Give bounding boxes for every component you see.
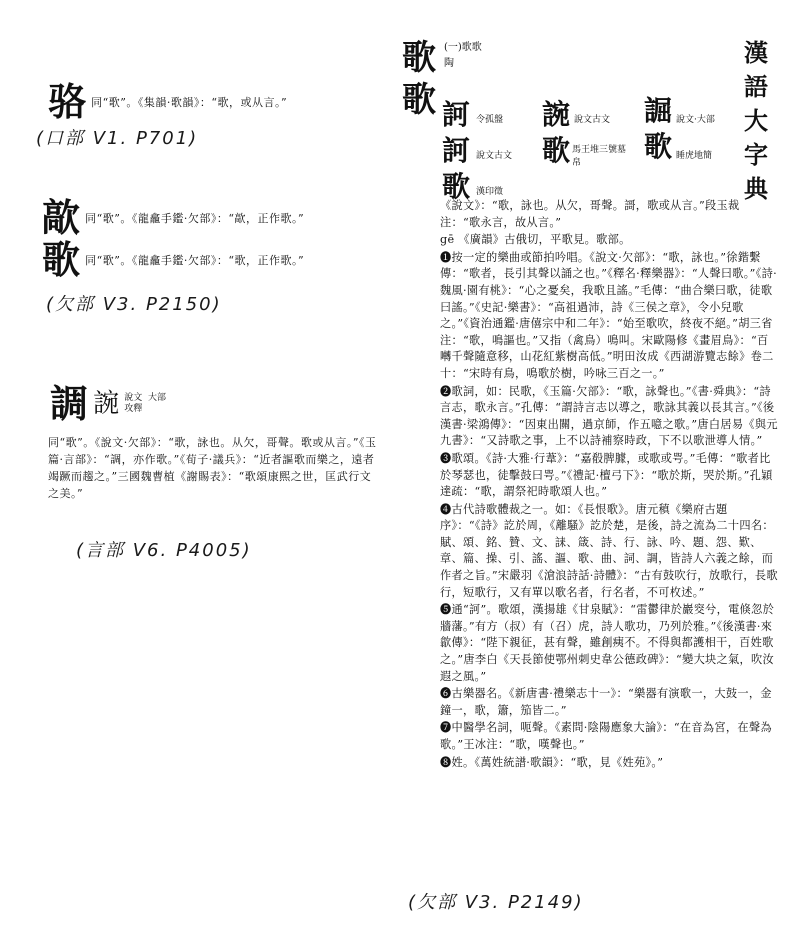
seal-script-glyph: 䛷 xyxy=(93,389,120,419)
head-note-2: 陶 xyxy=(444,58,454,69)
entry-ge-variant-1 xyxy=(42,195,305,240)
headword-char-variant: 歌 xyxy=(402,80,436,120)
glyph-source: 說文古文 xyxy=(574,115,611,125)
sense-4: ❹古代詩歌體裁之一。如：《長恨歌》。唐元稹《樂府古題序》：“《詩》訖於周，《離騷》訖於楚，是後，詩之流為二十四名：賦、頌、銘、贊、文、誄、箴、詩、行、詠、吟、題、怨、歎、章、篇、操、引、謠、謳、歌、曲、詞、調，皆詩人六義之餘，而作者之旨。”宋嚴羽《滄浪詩話·詩體》：“古有鼓吹行，放歌行，長歌行，短歌行，又有單以歌名者，行名者，不可枚述。” xyxy=(440,502,778,599)
ancient-glyph: 訶 xyxy=(442,134,471,167)
ancient-glyph: 䛷 xyxy=(542,98,571,131)
sense-1: ❶按一定的樂曲或節拍吟唱。《說文·欠部》：“歌，詠也。”徐鍇繫傳：“歌者，長引其聲以誦之也。”《釋名·釋樂器》：“人聲曰歌。”《詩·魏風·園有桃》：“心之憂矣，我歌且謠。”毛傳：“曲合樂曰歌，徒歌曰謠。”《史記·樂書》：“高祖過沛，詩《三侯之章》，令小兒歌之。”《資治通鑑·唐僖宗中和二年》：“始至歌吹，終夜不絕。”胡三省注：“歌，鳴謳也。”又指（禽鳥）鳴叫。宋歐陽修《畫眉鳥》：“百囀千聲隨意移，山花紅紫樹高低。”明田汝成《西湖游覽志餘》卷二十：“宋時有鳥，鳴歌於樹，吟咏三百之一。” xyxy=(440,250,777,380)
dictionary-page xyxy=(400,0,792,948)
sense-5: ❺通“訶”。歌頌，漢揚雄《甘泉賦》：“雷鬱律於巖窔兮，電倏忽於牆藩。”有方（叔）有（召）虎，詩人歌功，乃列於雅。”《後漢書·來歙傳》：“陛下親征，甚有聲，雖創痍不。不得與都護相干，百姓歌之。”唐李白《天長節使鄂州刺史韋公德政碑》：“變大块之氣，吹汝遐之風。” xyxy=(440,603,775,683)
ancient-glyph: 誳 xyxy=(644,94,673,127)
sense-6: ❻古樂器名。《新唐書·禮樂志十一》：“樂器有演歌一，大鼓一，金鐘一，歌，簫，笳皆二。” xyxy=(440,687,772,717)
entry-ge-variant-2 xyxy=(42,237,305,282)
entry-definition-text: 同“歌”。《說文·欠部》：“歌，詠也。从欠，哥聲。歌或从言。”《玉篇·言部》：“調，亦作歌。”《荀子·議兵》：“近者謳歌而樂之，遠者竭蹶而趨之。”三國魏曹植《謝賜表》：“歌頌康熙之世，匡武行文之美。” xyxy=(48,436,377,500)
sense-3: ❸歌頌。《詩·大雅·行葦》：“嘉殽脾臄，或歌或咢。”毛傳：“歌者比於琴瑟也，徒擊鼓曰咢。”《禮記·檀弓下》：“歌於斯，哭於斯。”孔穎達疏：“歌，謂祭祀時歌頌人也。” xyxy=(440,451,773,499)
headword-char: 歊 xyxy=(42,195,81,240)
glyph-source: 令孤盤 xyxy=(476,115,504,125)
handwritten-reference: (口部 V1. P701) xyxy=(36,128,199,149)
headword-definition: 同“歌”。《龍龕手鑑·欠部》：“歊，正作歌。” xyxy=(85,212,305,225)
ancient-glyph: 歌 xyxy=(644,130,673,163)
ancient-glyph: 歌 xyxy=(542,134,571,167)
headword-char: 歌 xyxy=(42,237,81,282)
handwritten-reference: (欠部 V3. P2150) xyxy=(46,294,222,315)
entry-ge-yan xyxy=(50,381,166,426)
headword-definition: 同“歌”。《集韻·歌韻》：“歌，或从言。” xyxy=(91,96,288,109)
sense-8: ❽姓。《萬姓統譜·歌韻》：“歌，見《姓苑》。” xyxy=(440,755,664,769)
handwritten-reference: (欠部 V3. P2149) xyxy=(408,892,584,913)
headword-char: 調 xyxy=(50,381,89,426)
ancient-glyph: 歌 xyxy=(442,170,471,203)
head-note: (一)歌歌 xyxy=(444,42,482,53)
headword-char: 歌 xyxy=(402,38,436,78)
handwritten-reference: (言部 V6. P4005) xyxy=(76,540,252,561)
paragraph-pronunciation: gē 《廣韻》古俄切，平歌見。歌部。 xyxy=(440,233,631,247)
entry-luo xyxy=(48,79,288,124)
paragraph-shuowen: 《說文》：“歌，詠也。从欠，哥聲。謌，歌或从言。”段玉裁注：“歌永言，故从言。” xyxy=(440,199,740,229)
headword-char: 骆 xyxy=(48,79,87,124)
glyph-source-label: 說文 大部 攻釋 xyxy=(124,393,166,414)
sense-7: ❼中醫學名詞，呃聲。《素問·陰陽應象大論》：“在音為宮，在聲為歌。”王冰注：“歌，嘆聲也。” xyxy=(440,721,772,751)
ancient-glyph: 訶 xyxy=(442,98,471,131)
glyph-source: 說文古文 xyxy=(476,151,513,161)
glyph-source: 睡虎地簡 xyxy=(676,151,713,161)
dictionary-title-stamp: 漢語大字典 xyxy=(744,38,768,203)
glyph-source: 漢印徵 xyxy=(476,187,504,197)
definition-body xyxy=(440,198,778,772)
sense-2: ❷歌詞，如：民歌，《玉篇·欠部》：“歌，詠聲也。”《書·舜典》：“詩言志，歌永言。”孔傳：“謂詩言志以導之，歌詠其義以長其言。”《後漢書·梁鴻傳》：“因東出關，過京師，作五噫之歌。”唐白居易《與元九書》：“又詩歌之事，上不以詩補察時政，下不以歌泄導人情。” xyxy=(440,384,778,448)
headword-definition: 同“歌”。《龍龕手鑑·欠部》：“歌，正作歌。” xyxy=(85,254,305,267)
glyph-source: 說文·大部 xyxy=(676,115,715,125)
glyph-source: 馬王堆三號墓帛 xyxy=(572,145,627,168)
